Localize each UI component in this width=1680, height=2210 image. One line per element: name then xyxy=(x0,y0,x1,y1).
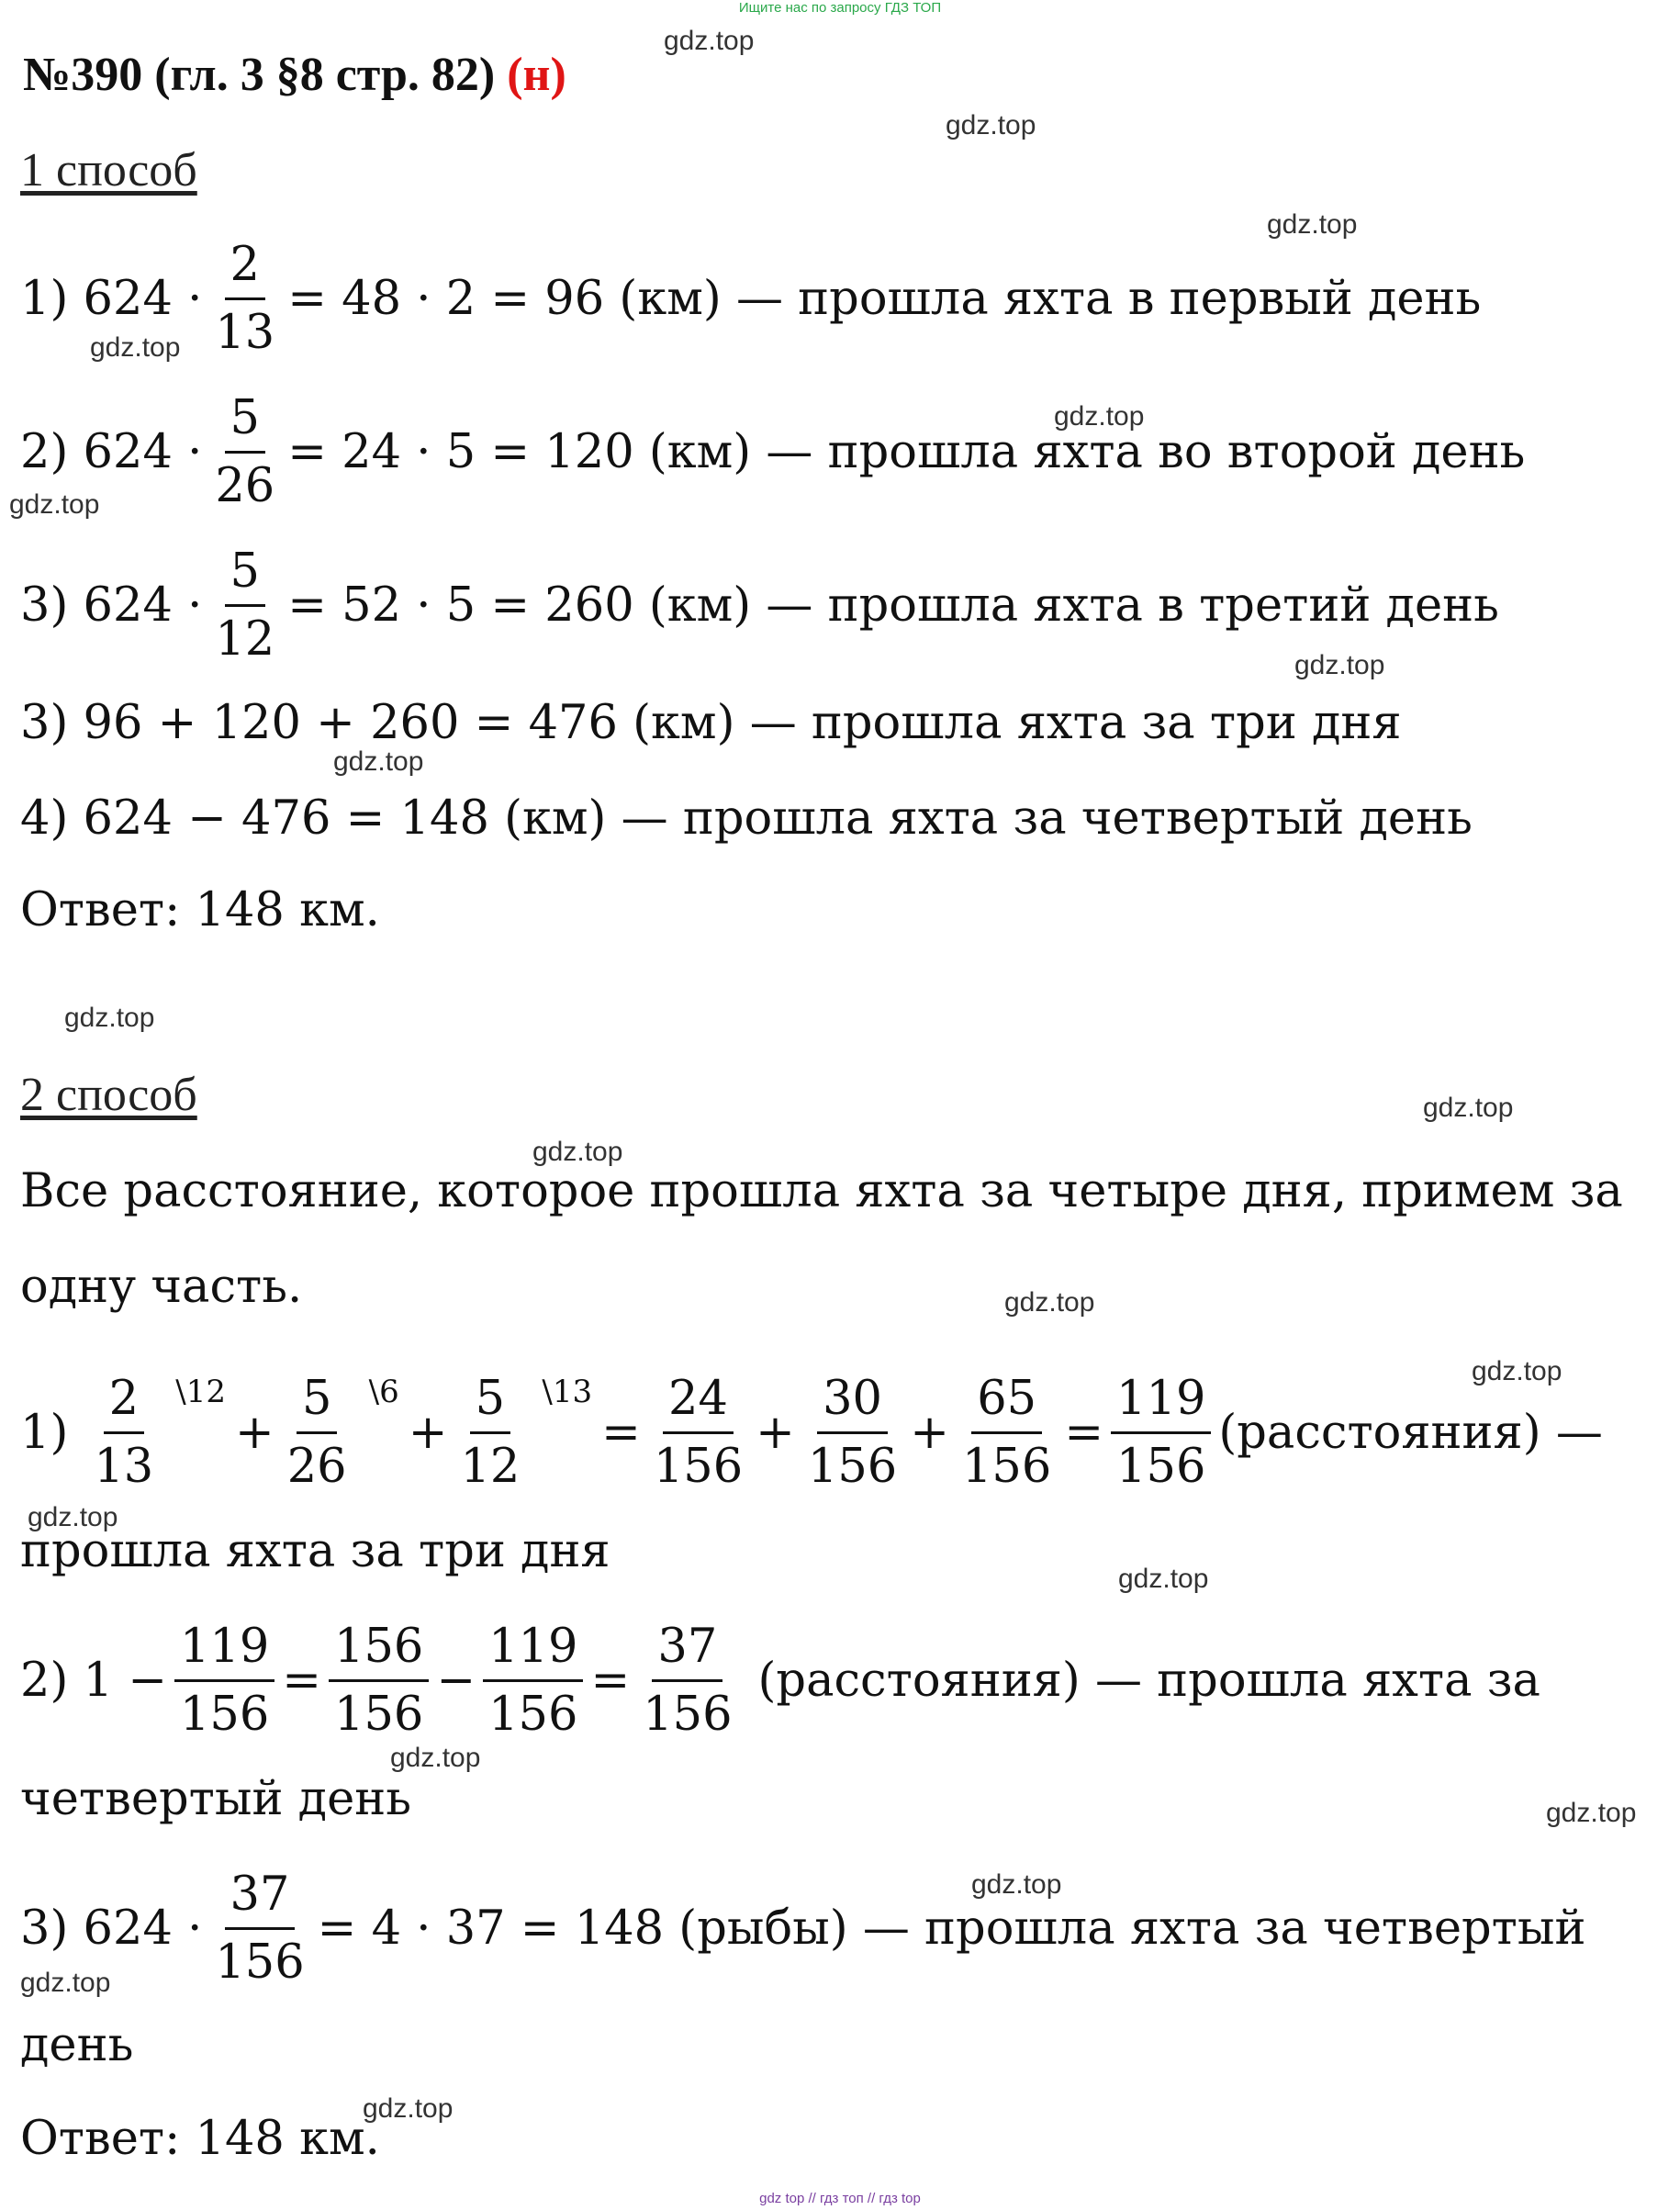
method1-answer: Ответ: 148 км. xyxy=(20,883,380,937)
page-title xyxy=(23,48,566,102)
multiplier: \6 xyxy=(368,1374,399,1410)
fraction: $\frac{2}{13}$ xyxy=(215,237,275,360)
watermark: gdz.top xyxy=(9,489,100,520)
method2-step3: 3) 624 · $\frac{37}{156}$ = 4 · 37 = 148 (рыбы) — прошла яхта за четвертый xyxy=(20,1867,1586,1990)
method2-intro-line2: одну часть. xyxy=(20,1260,303,1314)
method2-label: 2 способ xyxy=(20,1069,197,1121)
method2-step1: 1) $\frac{2}{13}$ \12 + $\frac{5}{26}$ \6 + $\frac{5}{12}$ \13 = $\frac{24}{156}$ + $\frac{30}{156}$ + $\frac{65}{156}$ = $\frac{119}{156}$ (расстояния) — xyxy=(20,1371,1603,1494)
method1-step1: 1) 624 · $\frac{2}{13}$ = 48 · 2 = 96 (км) — прошла яхта в первый день xyxy=(20,237,1482,360)
title-note: (н) xyxy=(507,49,566,101)
title-main: №390 (гл. 3 §8 стр. 82) xyxy=(23,49,496,101)
fraction: $\frac{5}{12}$ xyxy=(215,544,275,667)
watermark: gdz.top xyxy=(1267,209,1358,240)
multiplier: \12 xyxy=(175,1374,226,1410)
watermark: gdz.top xyxy=(1472,1356,1562,1386)
fraction: $\frac{119}{156}$ xyxy=(174,1623,274,1738)
multiplier: \13 xyxy=(542,1374,593,1410)
fraction: $\frac{119}{156}$ xyxy=(483,1623,583,1738)
method2-step1-cont: прошла яхта за три дня xyxy=(20,1524,610,1578)
watermark: gdz.top xyxy=(333,746,424,777)
watermark: gdz.top xyxy=(390,1743,481,1773)
watermark: gdz.top xyxy=(28,1502,118,1532)
fraction: $\frac{37}{156}$ xyxy=(643,1619,733,1742)
method2-intro-line1: Все расстояние, которое прошла яхта за четыре дня, примем за xyxy=(20,1164,1623,1218)
watermark: gdz.top xyxy=(64,1003,155,1033)
footer: gdz top // гдз топ // гдз top xyxy=(759,2191,921,2206)
watermark: gdz.top xyxy=(1118,1564,1209,1594)
method1-step5: 4) 624 − 476 = 148 (км) — прошла яхта за четвертый день xyxy=(20,791,1473,846)
fraction: $\frac{156}{156}$ xyxy=(329,1623,429,1738)
fraction: $\frac{37}{156}$ xyxy=(215,1867,305,1990)
watermark: gdz.top xyxy=(1294,650,1385,680)
fraction: $\frac{119}{156}$ xyxy=(1111,1375,1211,1490)
fraction: $\frac{5}{26}$ xyxy=(286,1371,347,1494)
method2-step2: 2) 1 − $\frac{119}{156}$ = $\frac{156}{156}$ − $\frac{119}{156}$ = $\frac{37}{156}$ (расстояния) — прошла яхта за xyxy=(20,1619,1540,1742)
fraction: $\frac{65}{156}$ xyxy=(961,1371,1052,1494)
method2-step2-cont: четвертый день xyxy=(20,1772,412,1826)
method1-label: 1 способ xyxy=(20,144,197,196)
watermark: gdz.top xyxy=(532,1137,623,1167)
watermark: gdz.top xyxy=(1054,401,1145,432)
method2-answer: Ответ: 148 км. xyxy=(20,2112,380,2166)
fraction: $\frac{2}{13}$ xyxy=(94,1371,154,1494)
method1-step4: 3) 96 + 120 + 260 = 476 (км) — прошла яхта за три дня xyxy=(20,696,1402,750)
fraction: $\frac{24}{156}$ xyxy=(653,1371,744,1494)
watermark: gdz.top xyxy=(1423,1093,1514,1123)
watermark: gdz.top xyxy=(971,1869,1062,1900)
watermark: gdz.top xyxy=(946,110,1036,140)
method1-step2: 2) 624 · $\frac{5}{26}$ = 24 · 5 = 120 (км) — прошла яхта во второй день xyxy=(20,390,1526,513)
fraction: $\frac{30}{156}$ xyxy=(807,1371,898,1494)
watermark: gdz.top xyxy=(363,2093,454,2124)
top-banner: Ищите нас по запросу ГДЗ ТОП xyxy=(738,0,942,16)
watermark: gdz.top xyxy=(20,1968,111,1998)
watermark: gdz.top xyxy=(1004,1287,1095,1318)
fraction: $\frac{5}{12}$ xyxy=(460,1371,521,1494)
method1-step3: 3) 624 · $\frac{5}{12}$ = 52 · 5 = 260 (км) — прошла яхта в третий день xyxy=(20,544,1499,667)
watermark: gdz.top xyxy=(1546,1798,1637,1828)
watermark: gdz.top xyxy=(90,332,181,363)
method2-step3-cont: день xyxy=(20,2018,134,2072)
fraction: $\frac{5}{26}$ xyxy=(215,390,275,513)
watermark: gdz.top xyxy=(664,26,755,56)
